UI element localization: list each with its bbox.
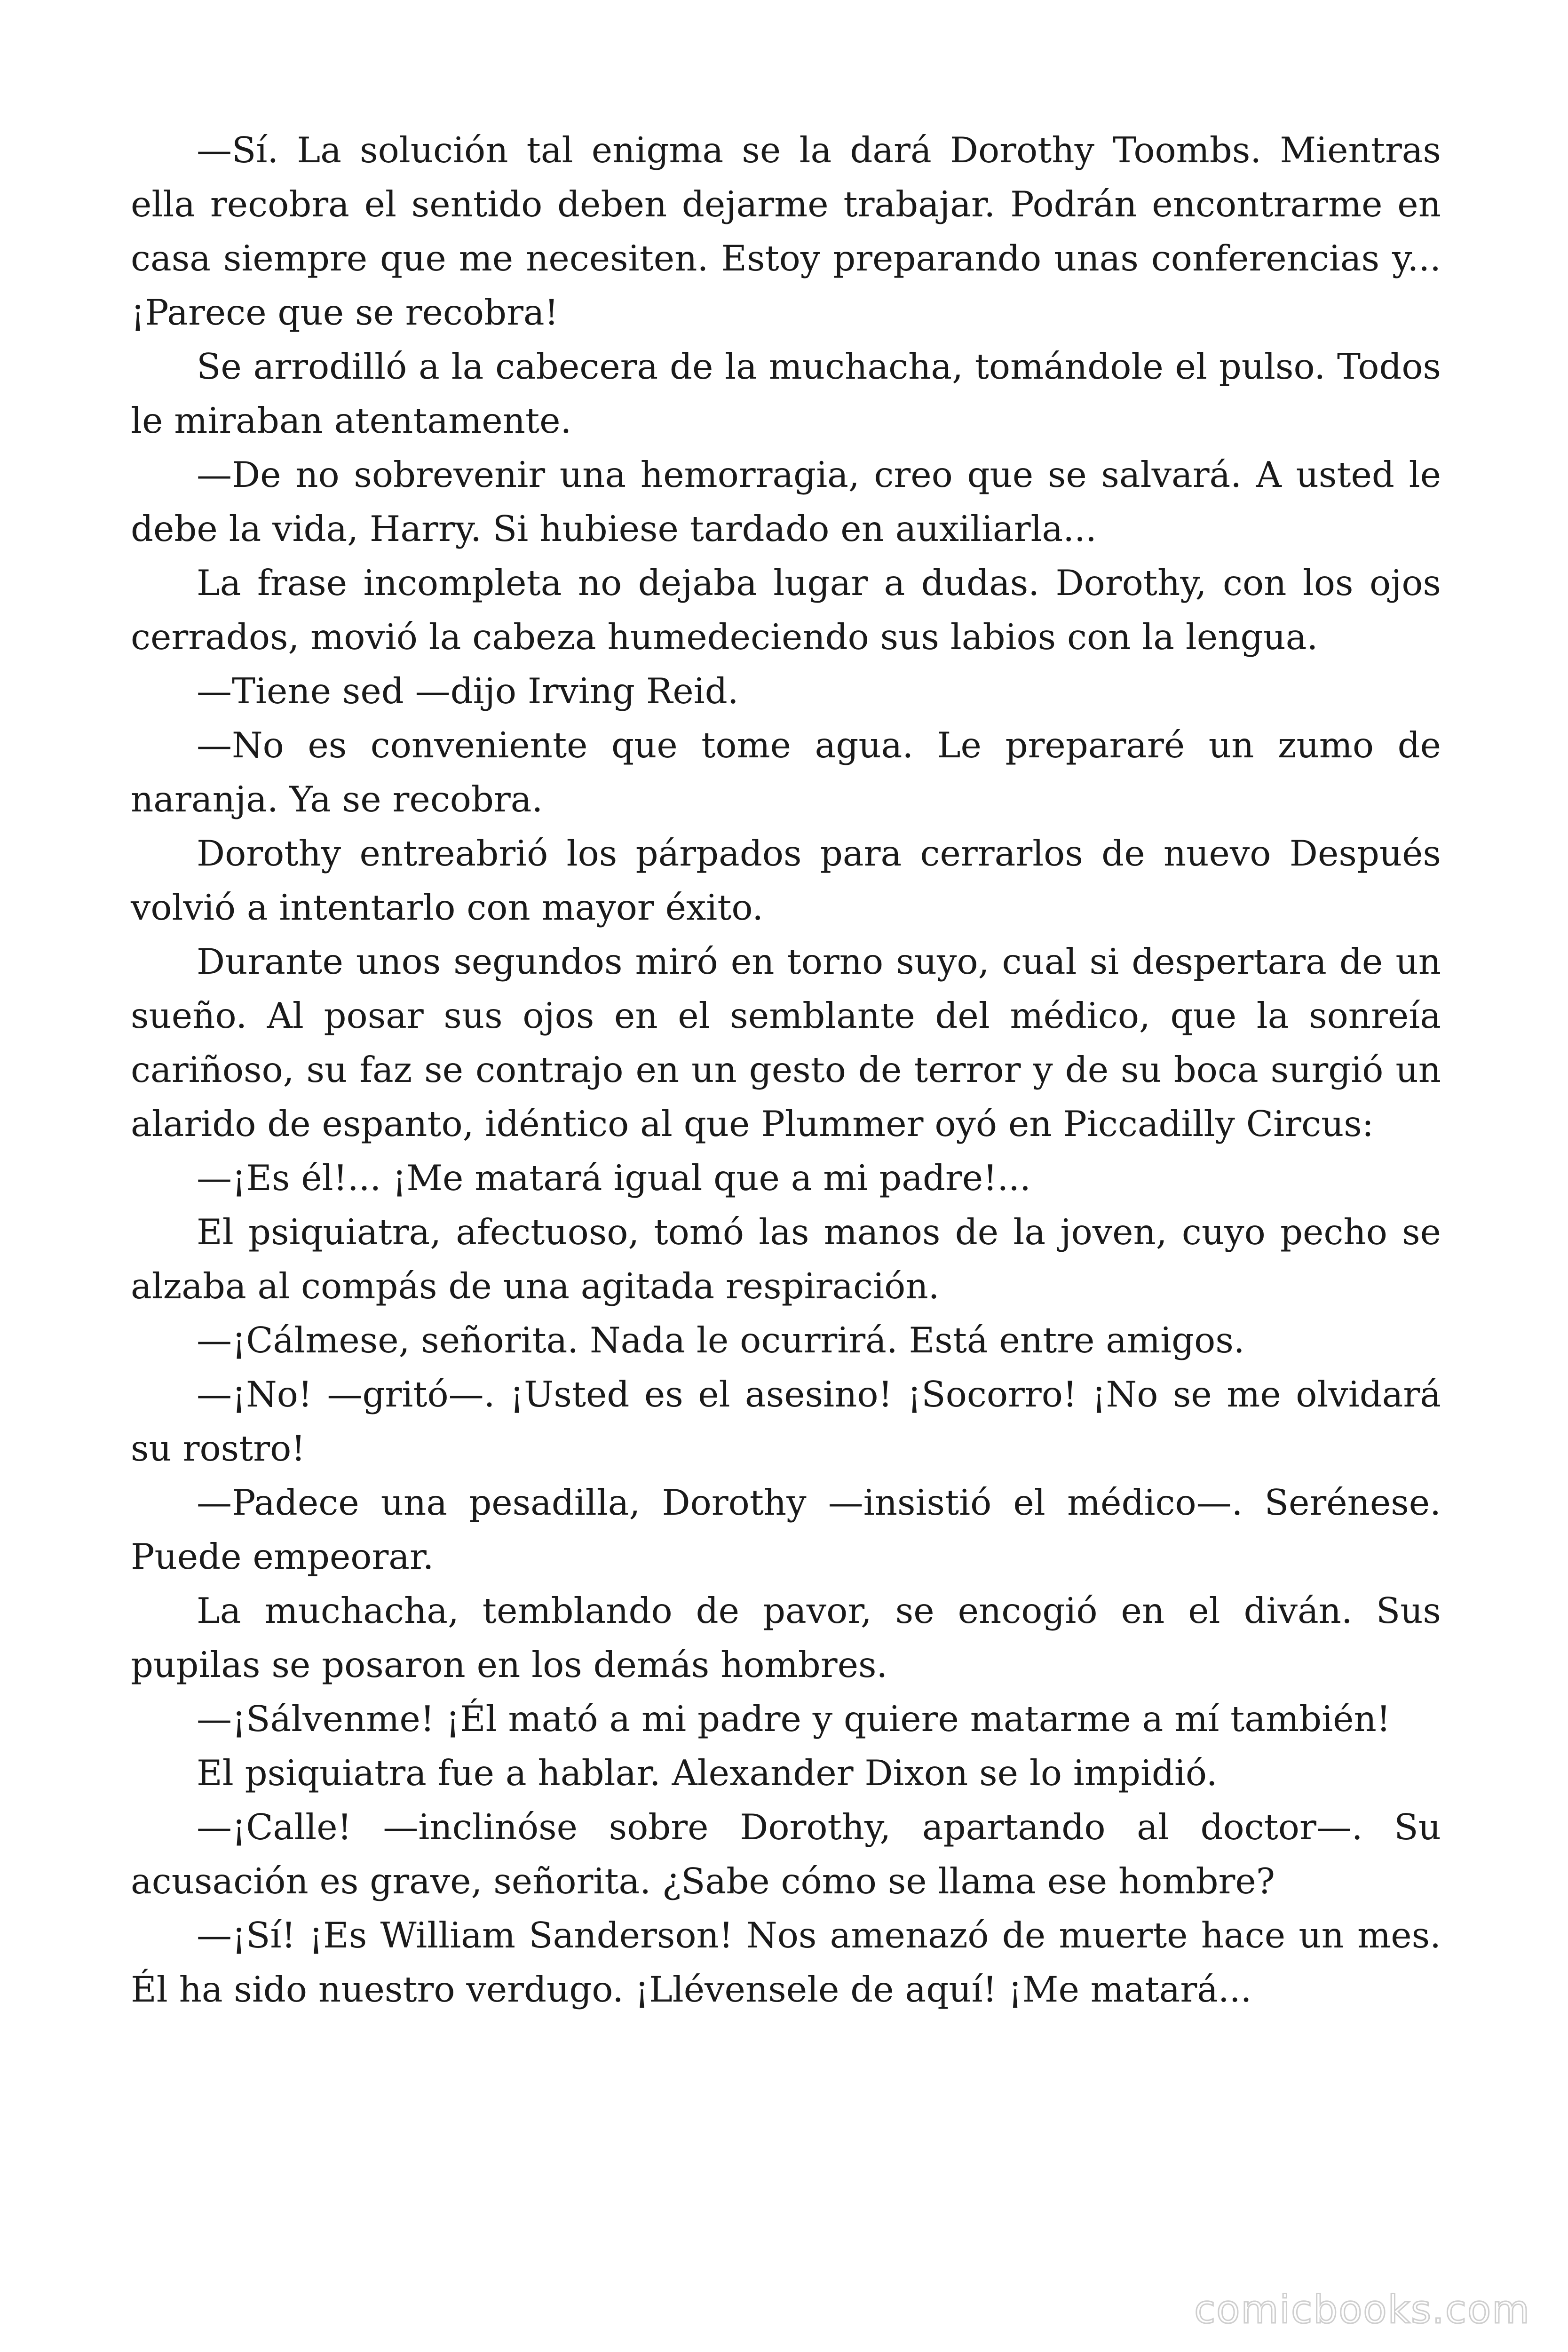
body-text	[131, 123, 1441, 2017]
paragraph: —Sí. La solución tal enigma se la dará Dorothy Toombs. Mientras ella recobra el sentido deben dejarme trabajar. Podrán encontrarme en casa siempre que me necesiten. Estoy preparando unas conferencias y... ¡Parece que se recobra!	[131, 129, 1441, 333]
paragraph: —¡Es él!... ¡Me matará igual que a mi padre!...	[197, 1157, 1031, 1199]
paragraph: —De no sobrevenir una hemorragia, creo que se salvará. A usted le debe la vida, Harry. Si hubiese tardado en auxiliarla...	[131, 454, 1441, 549]
paragraph: —No es conveniente que tome agua. Le prepararé un zumo de naranja. Ya se recobra.	[131, 724, 1441, 820]
paragraph: El psiquiatra fue a hablar. Alexander Dixon se lo impidió.	[197, 1752, 1218, 1794]
paragraph: —¡Sí! ¡Es William Sanderson! Nos amenazó de muerte hace un mes. Él ha sido nuestro verdugo. ¡Llévensele de aquí! ¡Me matará...	[131, 1915, 1441, 2010]
paragraph: El psiquiatra, afectuoso, tomó las manos de la joven, cuyo pecho se alzaba al compás de una agitada respiración.	[131, 1211, 1441, 1307]
paragraph: —¡Sálvenme! ¡Él mató a mi padre y quiere matarme a mí también!	[197, 1698, 1391, 1740]
paragraph: —Padece una pesadilla, Dorothy —insistió el médico—. Serénese. Puede empeorar.	[131, 1482, 1441, 1577]
paragraph: —¡Calle! —inclinóse sobre Dorothy, apartando al doctor—. Su acusación es grave, señorita. ¿Sabe cómo se llama ese hombre?	[131, 1806, 1441, 1902]
paragraph: Se arrodilló a la cabecera de la muchacha, tomándole el pulso. Todos le miraban atentamente.	[131, 346, 1441, 441]
paragraph: La muchacha, temblando de pavor, se encogió en el diván. Sus pupilas se posaron en los demás hombres.	[131, 1590, 1441, 1685]
paragraph: Dorothy entreabrió los párpados para cerrarlos de nuevo Después volvió a intentarlo con mayor éxito.	[131, 833, 1441, 928]
paragraph: —¡No! —gritó—. ¡Usted es el asesino! ¡Socorro! ¡No se me olvidará su rostro!	[131, 1374, 1441, 1469]
watermark-logo: comicbooks.com	[1194, 2288, 1530, 2332]
paragraph: Durante unos segundos miró en torno suyo, cual si despertara de un sueño. Al posar sus ojos en el semblante del médico, que la sonreía cariñoso, su faz se contrajo en un gesto de terror y de su boca surgió un alarido de espanto, idéntico al que Plummer oyó en Piccadilly Circus:	[131, 941, 1441, 1144]
paragraph: La frase incompleta no dejaba lugar a dudas. Dorothy, con los ojos cerrados, movió la cabeza humedeciendo sus labios con la lengua.	[131, 562, 1441, 658]
paragraph: —¡Cálmese, señorita. Nada le ocurrirá. Está entre amigos.	[197, 1319, 1245, 1361]
paragraph: —Tiene sed —dijo Irving Reid.	[197, 670, 739, 712]
